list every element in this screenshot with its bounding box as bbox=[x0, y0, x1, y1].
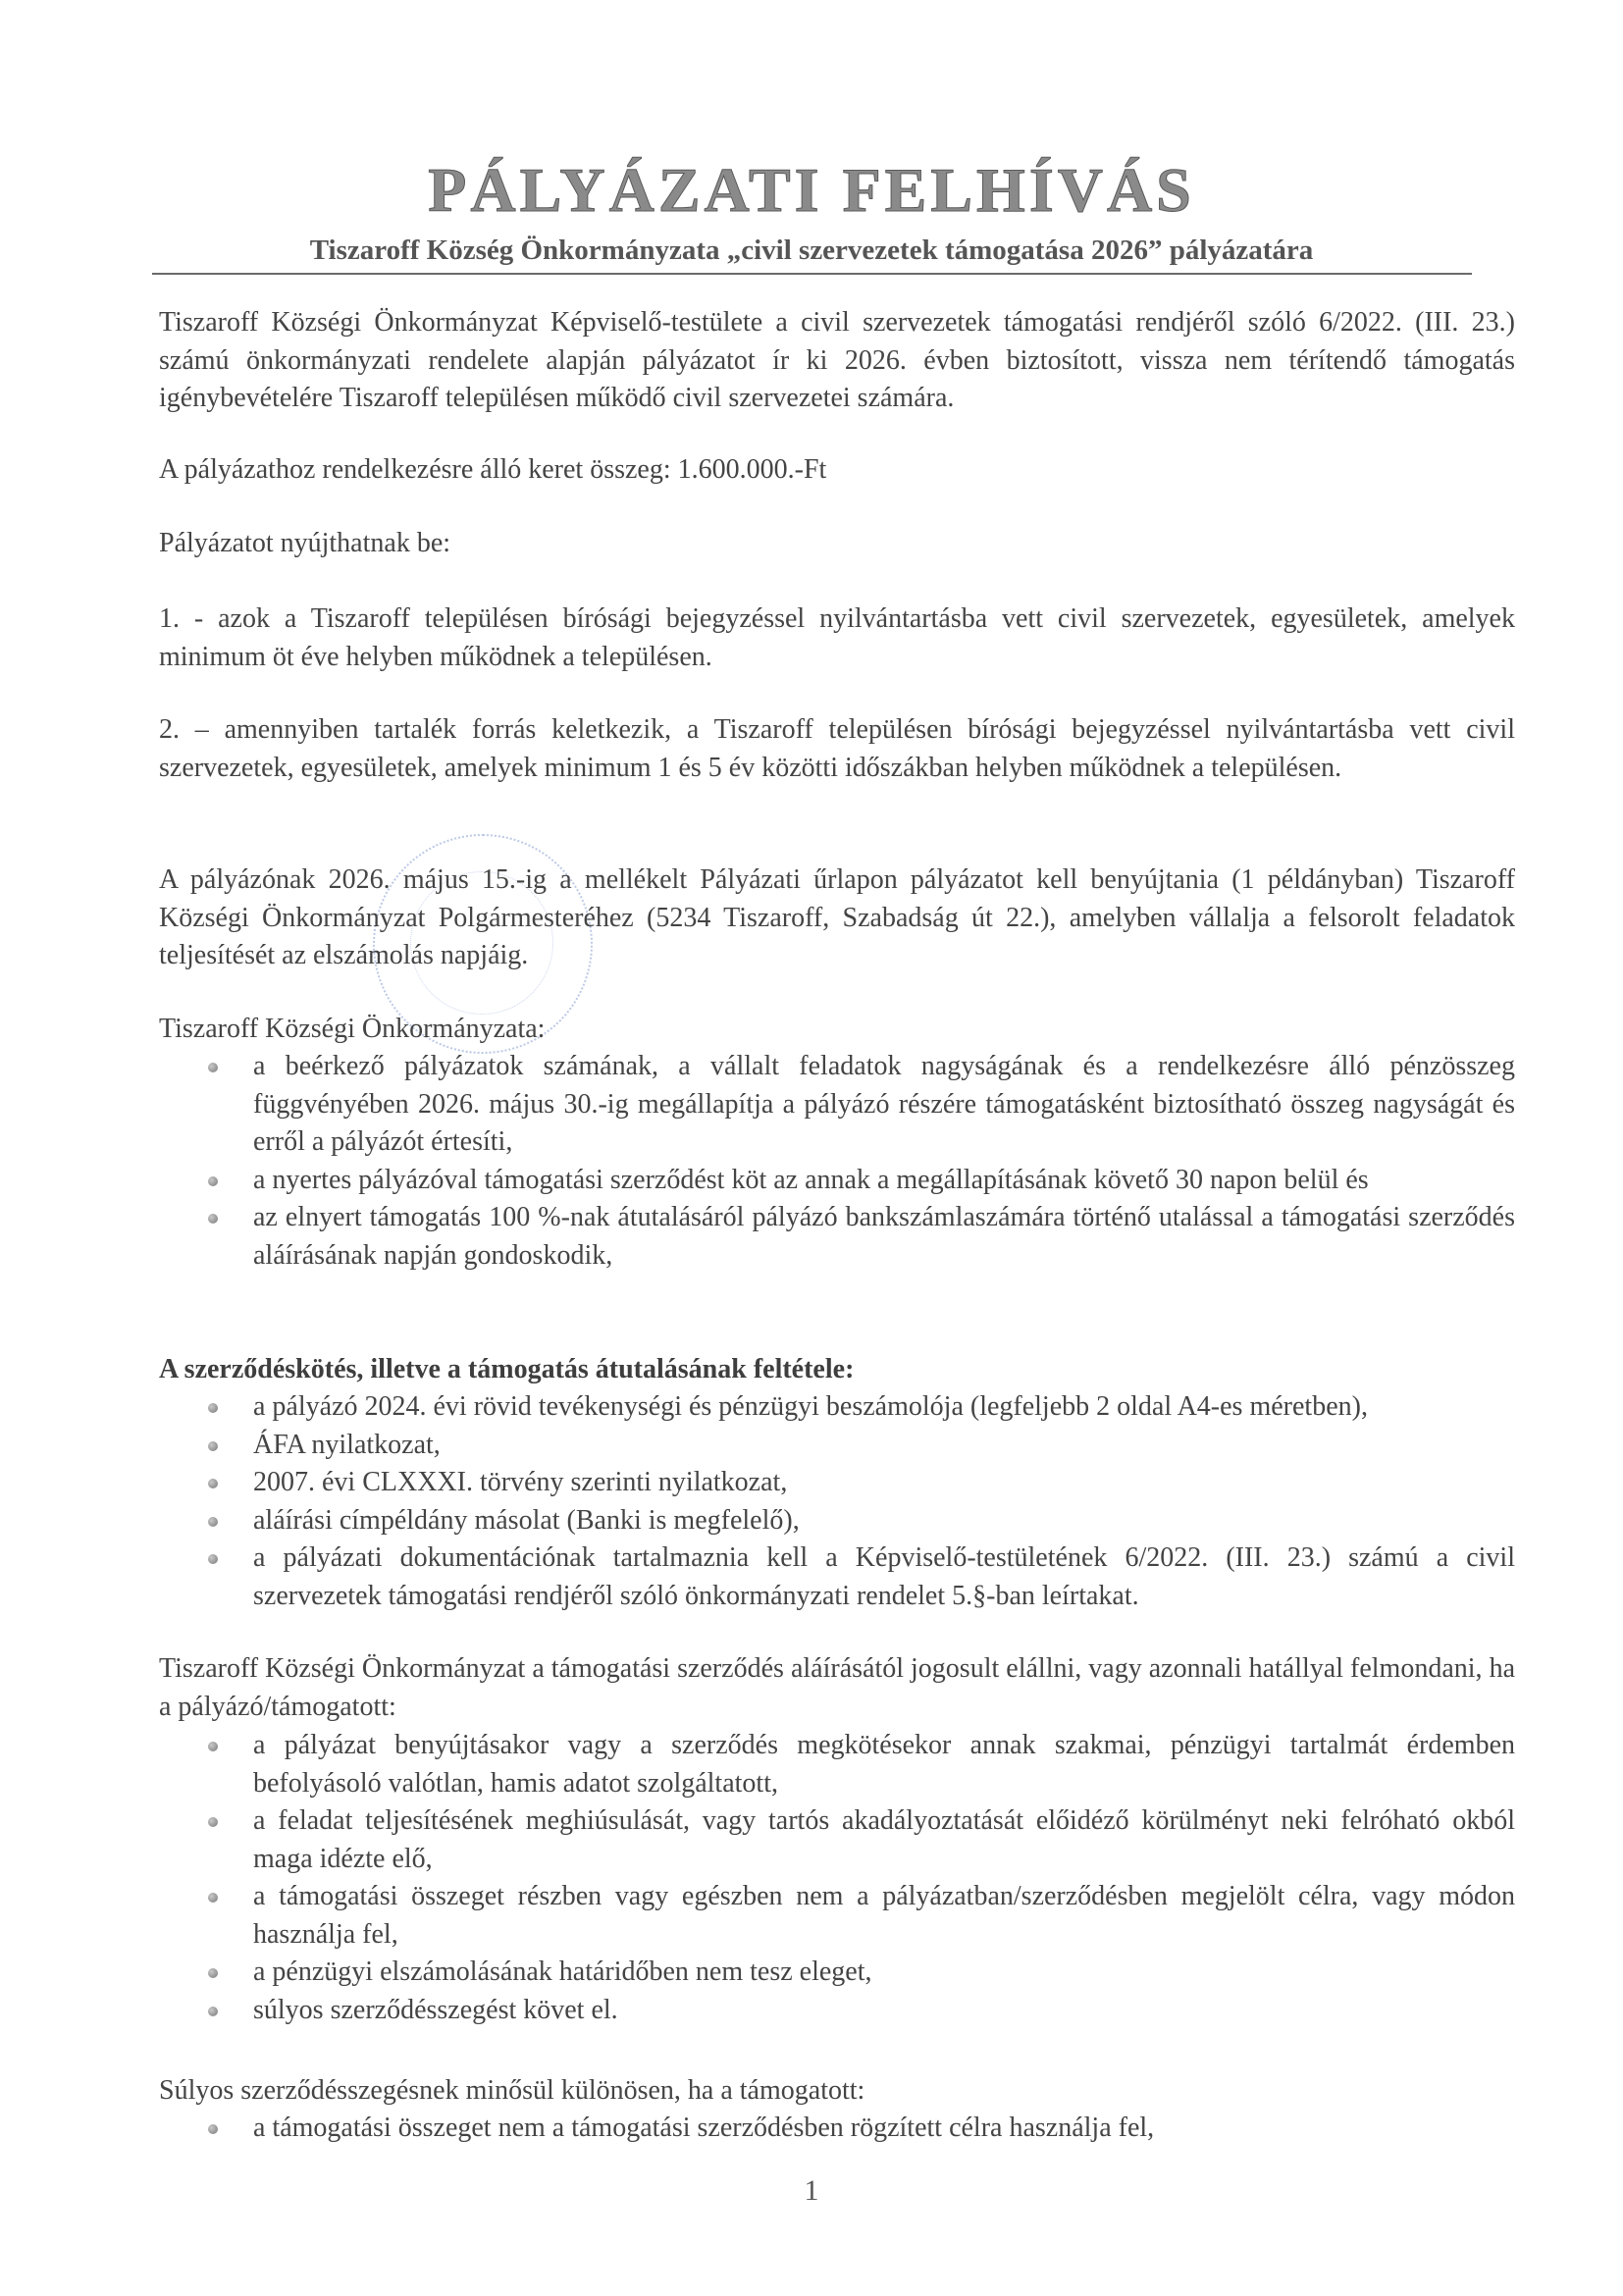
breach-heading: Súlyos szerződésszegésnek minősül különösen, ha a támogatott: bbox=[159, 2075, 865, 2106]
bullet-icon bbox=[208, 2124, 218, 2134]
termination-intro: Tiszaroff Községi Önkormányzat a támogatási szerződés aláírásától jogosult elállni, vagy azonnali hatállyal felmondani, ha a pályázó/támogatott: bbox=[159, 1653, 1515, 1722]
conditions-heading: A szerződéskötés, illetve a támogatás átutalásának feltétele: bbox=[159, 1354, 855, 1384]
bullet-icon bbox=[208, 1893, 218, 1903]
bullet-icon bbox=[208, 1214, 218, 1224]
municipality-list bbox=[159, 1048, 1515, 1275]
list-item: a pénzügyi elszámolásának határidőben nem tesz eleget, bbox=[159, 1954, 1515, 1992]
list-item: 2007. évi CLXXXI. törvény szerinti nyilatkozat, bbox=[159, 1464, 1515, 1502]
list-item: a támogatási összeget részben vagy egészben nem a pályázatban/szerződésben megjelölt célra, vagy módon használja fel, bbox=[159, 1878, 1515, 1954]
municipality-heading: Tiszaroff Községi Önkormányzata: bbox=[159, 1014, 546, 1044]
list-item: a nyertes pályázóval támogatási szerződést köt az annak a megállapításának követő 30 napon belül és bbox=[159, 1162, 1515, 1200]
list-item: az elnyert támogatás 100 %-nak átutalásáról pályázó bankszámlaszámára történő utalással a támogatási szerződés aláírásának napján gondoskodik, bbox=[159, 1199, 1515, 1275]
bullet-icon bbox=[208, 2007, 218, 2016]
bullet-icon bbox=[208, 1176, 218, 1186]
submission-paragraph: A pályázónak 2026. május 15.-ig a mellékelt Pályázati űrlapon pályázatot kell benyújtania (1 példányban) Tiszaroff Községi Önkormányzat Polgármesteréhez (5234 Tiszaroff, Szabadság út 22.), amelyben vállalja a felsorolt feladatok teljesítését az elszámolás napjáig. bbox=[159, 864, 1515, 970]
bullet-icon bbox=[208, 1742, 218, 1751]
list-item: a pályázati dokumentációnak tartalmaznia kell a Képviselő-testületének 6/2022. (III. 23.) számú a civil szervezetek támogatási rendjéről szóló önkormányzati rendelet 5.§-ban leírtakat. bbox=[159, 1539, 1515, 1615]
eligible-heading: Pályázatot nyújthatnak be: bbox=[159, 528, 451, 558]
bullet-icon bbox=[208, 1517, 218, 1527]
list-item: a pályázó 2024. évi rövid tevékenységi és pénzügyi beszámolója (legfeljebb 2 oldal A4-es méretben), bbox=[159, 1388, 1515, 1427]
termination-list bbox=[159, 1727, 1515, 2029]
conditions-list bbox=[159, 1388, 1515, 1615]
document-title: PÁLYÁZATI FELHÍVÁS bbox=[428, 155, 1195, 225]
list-item: ÁFA nyilatkozat, bbox=[159, 1427, 1515, 1465]
bullet-icon bbox=[208, 1817, 218, 1827]
page-number: 1 bbox=[804, 2174, 819, 2207]
list-item: a támogatási összeget nem a támogatási szerződésben rögzített célra használja fel, bbox=[159, 2110, 1515, 2148]
breach-list bbox=[159, 2110, 1515, 2148]
bullet-icon bbox=[208, 1441, 218, 1451]
list-item: súlyos szerződésszegést követ el. bbox=[159, 1992, 1515, 2030]
eligible-item-2: 2. – amennyiben tartalék forrás keletkezik, a Tiszaroff településen bírósági bejegyzéssel nyilvántartásba vett civil szervezetek, egyesületek, amelyek minimum 1 és 5 év közötti időszákban helyben működnek a településen. bbox=[159, 714, 1515, 783]
bullet-icon bbox=[208, 1968, 218, 1978]
bullet-icon bbox=[208, 1063, 218, 1072]
bullet-icon bbox=[208, 1479, 218, 1488]
title-divider bbox=[152, 273, 1472, 275]
list-item: a beérkező pályázatok számának, a vállalt feladatok nagyságának és a rendelkezésre álló pénzösszeg függvényében 2026. május 30.-ig megállapítja a pályázó részére támogatásként biztosítható összeg nagyságát és erről a pályázót értesíti, bbox=[159, 1048, 1515, 1162]
bullet-icon bbox=[208, 1403, 218, 1413]
budget-line: A pályázathoz rendelkezésre álló keret összeg: 1.600.000.-Ft bbox=[159, 454, 827, 485]
list-item: a feladat teljesítésének meghiúsulását, vagy tartós akadályoztatását előidéző körülményt neki felróható okból maga idézte elő, bbox=[159, 1802, 1515, 1878]
list-item: a pályázat benyújtásakor vagy a szerződés megkötésekor annak szakmai, pénzügyi tartalmát érdemben befolyásoló valótlan, hamis adatot szolgáltatott, bbox=[159, 1727, 1515, 1802]
document-subtitle: Tiszaroff Község Önkormányzata „civil szervezetek támogatása 2026” pályázatára bbox=[309, 235, 1314, 266]
intro-paragraph: Tiszaroff Községi Önkormányzat Képviselő-testülete a civil szervezetek támogatási rendjéről szóló 6/2022. (III. 23.) számú önkormányzati rendelete alapján pályázatot ír ki 2026. évben biztosított, vissza nem térítendő támogatás igénybevételére Tiszaroff településen működő civil szervezetei számára. bbox=[159, 307, 1515, 413]
eligible-item-1: 1. - azok a Tiszaroff településen bírósági bejegyzéssel nyilvántartásba vett civil szervezetek, egyesületek, amelyek minimum öt éve helyben működnek a településen. bbox=[159, 603, 1515, 672]
list-item: aláírási címpéldány másolat (Banki is megfelelő), bbox=[159, 1502, 1515, 1540]
bullet-icon bbox=[208, 1554, 218, 1564]
